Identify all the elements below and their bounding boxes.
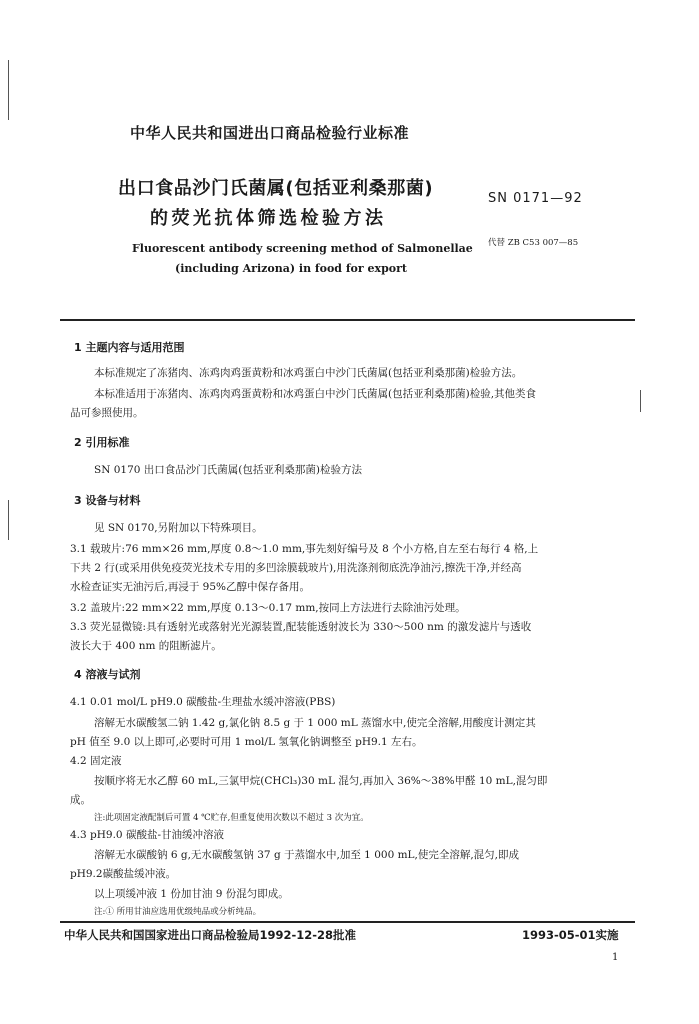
issuer-line: 中华人民共和国进出口商品检验行业标准 bbox=[130, 124, 410, 142]
section-4-item-2-text: 按顺序将无水乙醇 60 mL,三氯甲烷(CHCl₃)30 mL 混匀,再加入 36%～38%甲醛 10 mL,混匀即 bbox=[94, 775, 548, 787]
section-3-item-3: 波长大于 400 nm 的阻断滤片。 bbox=[70, 640, 222, 652]
section-1-paragraph: 本标准规定了冻猪肉、冻鸡肉鸡蛋黄粉和冰鸡蛋白中沙门氏菌属(包括亚利桑那菌)检验方法。 bbox=[94, 367, 523, 379]
section-2-reference: SN 0170 出口食品沙门氏菌属(包括亚利桑那菌)检验方法 bbox=[94, 464, 362, 476]
section-4-item-3-text: pH9.2碳酸盐缓冲液。 bbox=[70, 868, 177, 880]
scan-edge-line bbox=[8, 60, 9, 120]
section-4-heading: 4 溶液与试剂 bbox=[74, 668, 141, 681]
section-3-item-1: 3.1 载玻片:76 mm×26 mm,厚度 0.8～1.0 mm,事先刻好编号及 8 个小方格,自左至右每行 4 格,上 bbox=[70, 543, 539, 555]
section-3-paragraph: 见 SN 0170,另附加以下特殊项目。 bbox=[94, 522, 263, 534]
section-3-item-1: 下共 2 行(或采用供免疫荧光技术专用的多凹涂膜载玻片),用洗涤剂彻底洗净油污,擦洗干净,并经高 bbox=[70, 562, 522, 574]
section-4-item-1-text: 溶解无水碳酸氢二钠 1.42 g,氯化钠 8.5 g 于 1 000 mL 蒸馏水中,使完全溶解,用酸度计测定其 bbox=[94, 717, 536, 729]
scan-edge-line bbox=[8, 500, 9, 540]
section-4-item-3-title: 4.3 pH9.0 碳酸盐-甘油缓冲溶液 bbox=[70, 829, 224, 841]
section-3-item-1: 水检查证实无油污后,再浸于 95%乙醇中保存备用。 bbox=[70, 581, 311, 593]
section-3-heading: 3 设备与材料 bbox=[74, 494, 141, 507]
approval-line: 中华人民共和国国家进出口商品检验局1992-12-28批准 bbox=[64, 928, 357, 942]
section-4-item-3-text: 溶解无水碳酸钠 6 g,无水碳酸氢钠 37 g 于蒸馏水中,加至 1 000 mL,使完全溶解,混匀,即成 bbox=[94, 849, 520, 861]
section-4-item-2-text: 成。 bbox=[70, 794, 91, 806]
title-en-line1: Fluorescent antibody screening method of Salmonellae bbox=[132, 242, 473, 255]
section-4-item-1-text: pH 值至 9.0 以上即可,必要时可用 1 mol/L 氢氧化钠调整至 pH9.1 左右。 bbox=[70, 736, 423, 748]
title-en-line2: (including Arizona) in food for export bbox=[175, 262, 407, 275]
effective-date: 1993-05-01实施 bbox=[522, 928, 619, 942]
section-4-item-2-note: 注:此项固定液配制后可置 4 ℃贮存,但重复使用次数以不超过 3 次为宜。 bbox=[94, 813, 369, 823]
section-1-paragraph: 本标准适用于冻猪肉、冻鸡肉鸡蛋黄粉和冰鸡蛋白中沙门氏菌属(包括亚利桑那菌)检验,其他类食 bbox=[94, 388, 537, 400]
section-4-item-1-title: 4.1 0.01 mol/L pH9.0 碳酸盐-生理盐水缓冲溶液(PBS) bbox=[70, 696, 336, 708]
section-4-item-3-note: 注:① 所用甘油应选用优级纯品或分析纯品。 bbox=[94, 907, 262, 917]
standard-number: SN 0171—92 bbox=[488, 191, 583, 206]
scan-edge-line bbox=[640, 390, 641, 412]
section-3-item-3: 3.3 荧光显微镜:具有透射光或落射光光源装置,配装能透射波长为 330～500 nm 的激发滤片与透收 bbox=[70, 621, 532, 633]
replaces-standard: 代替 ZB C53 007—85 bbox=[488, 238, 579, 248]
footer-divider bbox=[60, 921, 635, 923]
title-cn-line1: 出口食品沙门氏菌属(包括亚利桑那菌) bbox=[118, 178, 434, 199]
section-3-item-2: 3.2 盖玻片:22 mm×22 mm,厚度 0.13～0.17 mm,按同上方法进行去除油污处理。 bbox=[70, 602, 466, 614]
section-4-item-3-text: 以上项缓冲液 1 份加甘油 9 份混匀即成。 bbox=[94, 888, 289, 900]
section-1-paragraph: 品可参照使用。 bbox=[70, 407, 144, 419]
section-1-heading: 1 主题内容与适用范围 bbox=[74, 341, 185, 354]
header-divider bbox=[60, 319, 635, 321]
page-number: 1 bbox=[612, 952, 619, 963]
section-2-heading: 2 引用标准 bbox=[74, 436, 130, 449]
section-4-item-2-title: 4.2 固定液 bbox=[70, 755, 122, 767]
title-cn-line2: 的荧光抗体筛选检验方法 bbox=[150, 208, 387, 229]
